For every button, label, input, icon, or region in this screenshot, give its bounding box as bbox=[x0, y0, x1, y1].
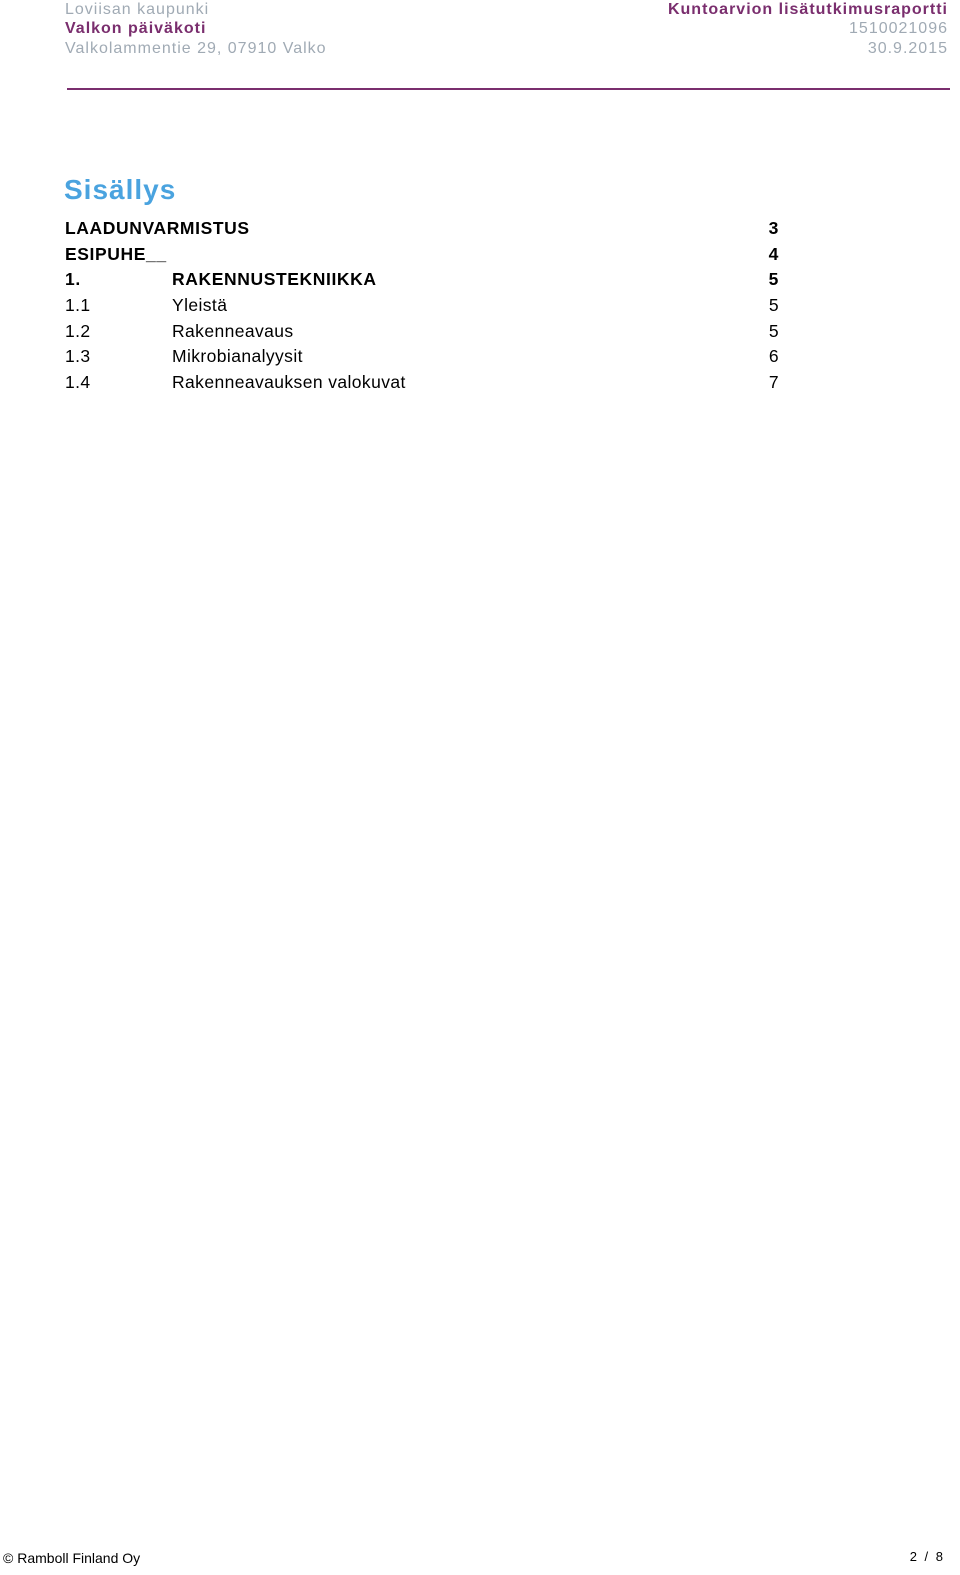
footer-page-indicator: 2 / 8 bbox=[909, 1549, 945, 1564]
header-report-id: 1510021096 bbox=[849, 20, 948, 37]
toc-entry-number: 1.3 bbox=[65, 346, 91, 367]
toc-entry-number: 1.2 bbox=[65, 320, 91, 341]
toc-entry-page: 5 bbox=[768, 295, 779, 316]
toc-entry-mikrobianalyysit[interactable] bbox=[65, 344, 785, 370]
toc-entry-number: 1.4 bbox=[65, 372, 91, 393]
toc-entry-rakenneavaus[interactable] bbox=[65, 319, 785, 345]
toc-entry-page: 5 bbox=[768, 269, 779, 290]
header-site: Valkon päiväkoti bbox=[65, 20, 207, 37]
toc-entry-label: Mikrobianalyysit bbox=[172, 346, 303, 367]
toc-entry-laadunvarmistus[interactable] bbox=[65, 216, 785, 242]
toc-entry-page: 6 bbox=[768, 346, 779, 367]
toc-entry-page: 5 bbox=[768, 320, 779, 341]
toc-entry-label: Yleistä bbox=[172, 295, 228, 316]
toc-entry-label: RAKENNUSTEKNIIKKA bbox=[172, 269, 377, 290]
toc-entry-label: Rakenneavaus bbox=[172, 320, 294, 341]
toc-entry-page: 3 bbox=[768, 218, 779, 238]
toc-entry-label: LAADUNVARMISTUS bbox=[65, 218, 250, 238]
toc-title: Sisällys bbox=[64, 174, 177, 205]
header-divider bbox=[67, 88, 950, 90]
toc-entry-page: 4 bbox=[768, 243, 779, 264]
header-report-title: Kuntoarvion lisätutkimusraportti bbox=[667, 1, 948, 18]
toc-entry-valokuvat[interactable] bbox=[65, 370, 785, 396]
toc-entry-number: 1. bbox=[65, 269, 81, 290]
toc-entry-number: 1.1 bbox=[65, 295, 91, 316]
header-org: Loviisan kaupunki bbox=[65, 1, 210, 18]
toc-entry-page: 7 bbox=[768, 372, 779, 393]
header-date: 30.9.2015 bbox=[867, 40, 948, 57]
copyright-icon: © bbox=[3, 1550, 14, 1566]
header-address: Valkolammentie 29, 07910 Valko bbox=[65, 40, 327, 57]
toc-entry-label: ESIPUHE__ bbox=[65, 243, 167, 264]
footer-company: Ramboll Finland Oy bbox=[17, 1550, 141, 1566]
toc-entry-yleista[interactable] bbox=[65, 293, 785, 319]
footer-copyright bbox=[3, 1550, 140, 1566]
toc-list bbox=[65, 216, 785, 396]
toc-entry-rakennustekniikka[interactable] bbox=[65, 267, 785, 293]
toc-entry-esipuhe[interactable] bbox=[65, 242, 785, 268]
toc-entry-label: Rakenneavauksen valokuvat bbox=[172, 372, 406, 393]
